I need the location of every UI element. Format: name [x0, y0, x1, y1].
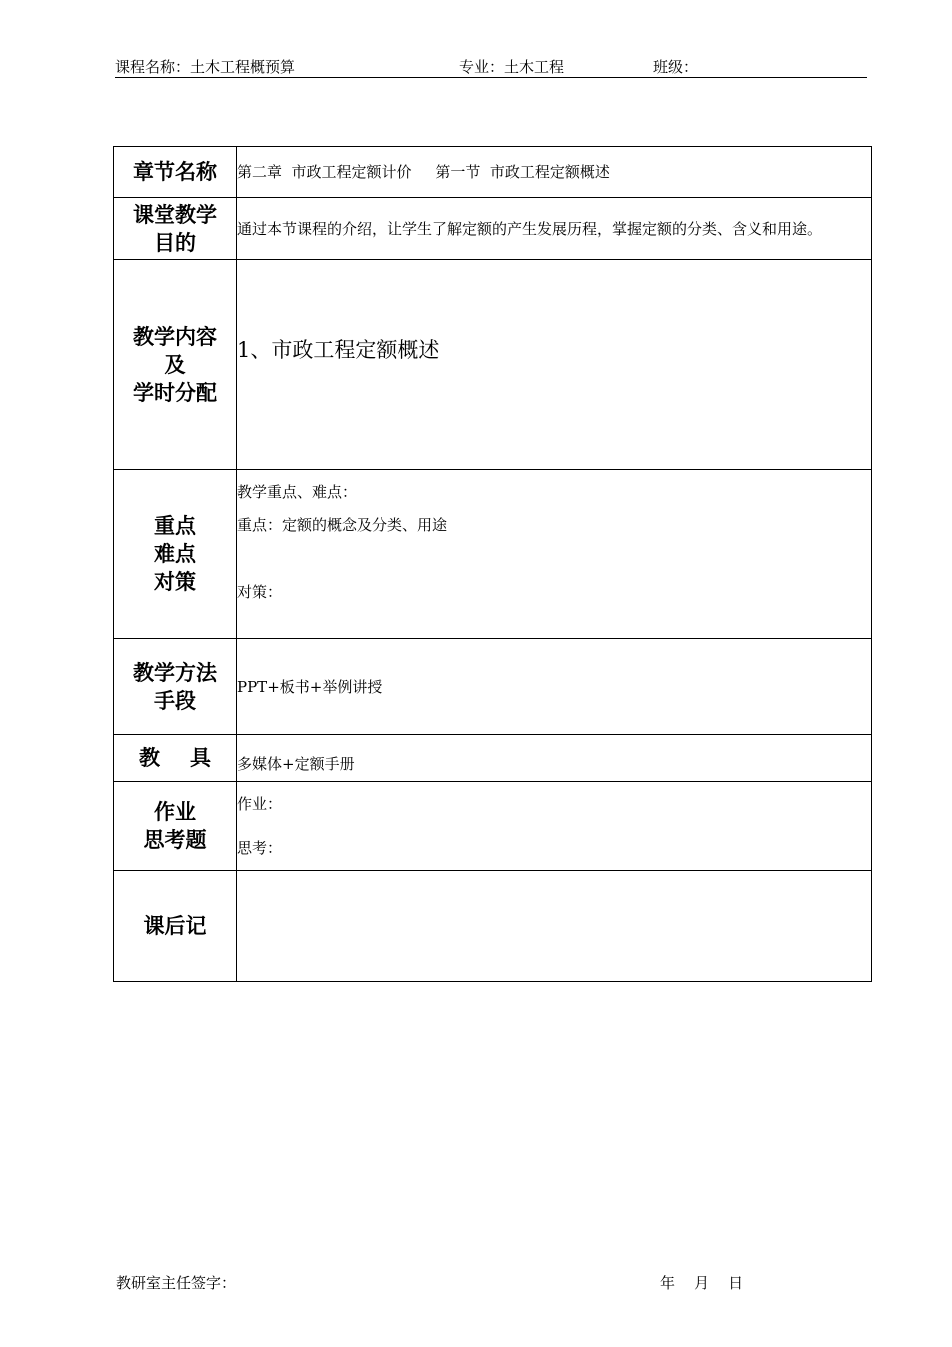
key-heading: 教学重点、难点： — [237, 483, 358, 501]
method-label: 教学方法 手段 — [114, 639, 237, 735]
homework-line: 作业： — [237, 795, 283, 813]
content-label: 教学内容 及 学时分配 — [114, 260, 237, 470]
tools-value: 多媒体+定额手册 — [237, 735, 872, 782]
after-label: 课后记 — [114, 871, 237, 982]
tools-label: 教具 — [114, 735, 237, 782]
page-header — [115, 55, 867, 78]
row-chapter — [114, 147, 872, 198]
signature-date: 年 月 日 — [660, 1274, 744, 1292]
key-focus: 重点：定额的概念及分类、用途 — [237, 516, 448, 534]
chapter-label: 章节名称 — [114, 147, 237, 198]
row-goal — [114, 198, 872, 260]
chapter-value: 第二章 市政工程定额计价 第一节 市政工程定额概述 — [237, 147, 872, 198]
key-strategy: 对策： — [237, 583, 283, 601]
key-label: 重点 难点 对策 — [114, 470, 237, 639]
goal-label: 课堂教学 目的 — [114, 198, 237, 260]
goal-value: 通过本节课程的介绍，让学生了解定额的产生发展历程，掌握定额的分类、含义和用途。 — [237, 198, 872, 260]
homework-label: 作业 思考题 — [114, 782, 237, 871]
row-key-points — [114, 470, 872, 639]
major: 专业：土木工程 — [459, 58, 565, 76]
row-content — [114, 260, 872, 470]
class: 班级： — [653, 58, 699, 76]
director-signature: 教研室主任签字： — [116, 1274, 237, 1292]
method-value: PPT+板书+举例讲授 — [237, 639, 872, 735]
content-item: 1、市政工程定额概述 — [237, 337, 440, 362]
thinking-line: 思考： — [237, 839, 283, 857]
row-method — [114, 639, 872, 735]
row-homework — [114, 782, 872, 871]
row-after-class — [114, 871, 872, 982]
course-name: 课程名称：土木工程概预算 — [115, 58, 296, 76]
lesson-plan-table — [113, 146, 872, 982]
after-value — [237, 871, 872, 982]
homework-value — [237, 782, 872, 871]
row-tools — [114, 735, 872, 782]
key-value — [237, 470, 872, 639]
content-value — [237, 260, 872, 470]
